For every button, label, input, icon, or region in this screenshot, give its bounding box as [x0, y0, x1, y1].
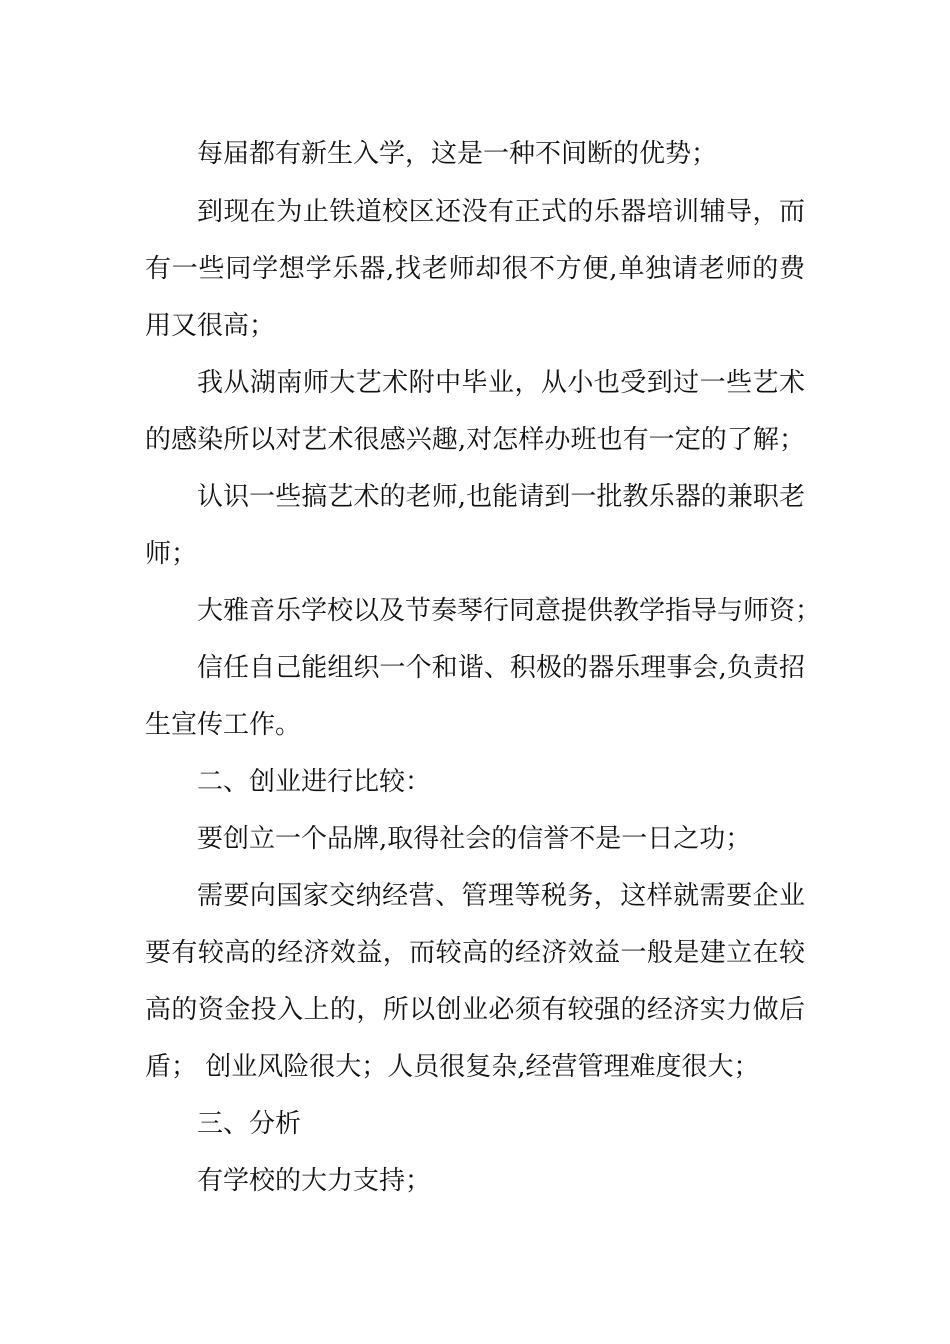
paragraph-line: 要有较高的经济效益，而较高的经济效益一般是建立在较 — [145, 938, 805, 968]
paragraph-line: 有学校的大力支持； — [197, 1166, 432, 1196]
paragraph-line: 有一些同学想学乐器,找老师却很不方便,单独请老师的费 — [145, 254, 805, 284]
paragraph-line: 的感染所以对艺术很感兴趣,对怎样办班也有一定的了解； — [145, 425, 805, 455]
paragraph-line: 信任自己能组织一个和谐、积极的器乐理事会,负责招 — [197, 653, 805, 683]
section-heading: 三、分析 — [197, 1109, 302, 1139]
paragraph-line: 需要向国家交纳经营、管理等税务，这样就需要企业 — [197, 881, 805, 911]
paragraph-line: 用又很高； — [145, 311, 276, 341]
paragraph-line: 到现在为止铁道校区还没有正式的乐器培训辅导，而 — [197, 197, 805, 227]
section-heading: 二、创业进行比较： — [197, 767, 432, 797]
paragraph-line: 高的资金投入上的，所以创业必须有较强的经济实力做后 — [145, 995, 805, 1025]
paragraph-line: 每届都有新生入学，这是一种不间断的优势； — [197, 139, 718, 169]
paragraph-line: 我从湖南师大艺术附中毕业，从小也受到过一些艺术 — [197, 368, 805, 398]
paragraph-line: 要创立一个品牌,取得社会的信誉不是一日之功； — [197, 824, 752, 854]
paragraph-line: 盾； 创业风险很大；人员很复杂,经营管理难度很大； — [145, 1052, 760, 1082]
paragraph-line: 师； — [145, 539, 198, 569]
paragraph-line: 认识一些搞艺术的老师,也能请到一批教乐器的兼职老 — [197, 482, 805, 512]
paragraph-line: 大雅音乐学校以及节奏琴行同意提供教学指导与师资； — [197, 596, 822, 626]
paragraph-line: 生宣传工作。 — [145, 710, 302, 740]
